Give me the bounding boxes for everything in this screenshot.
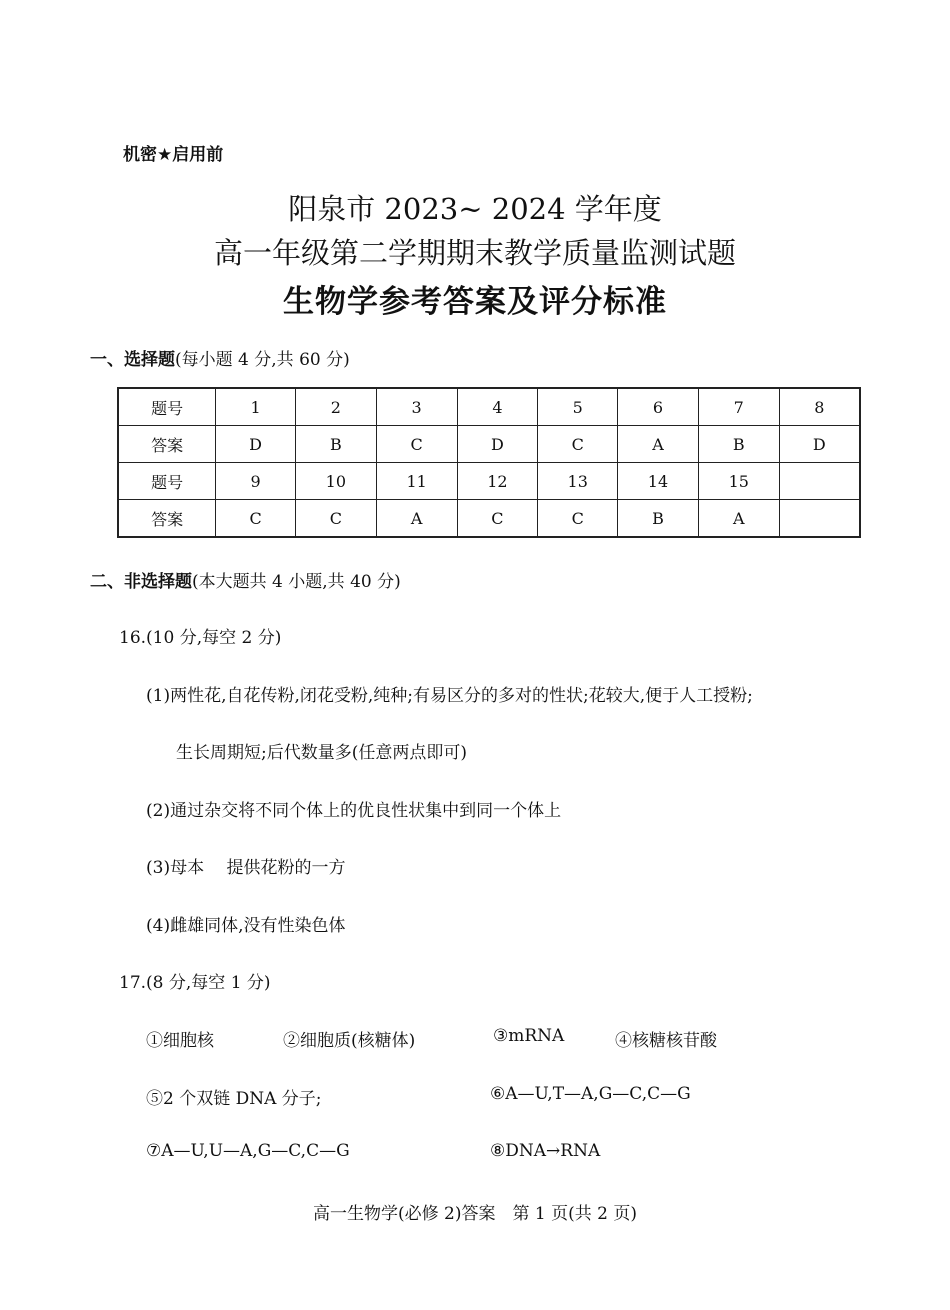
q16-answer-1-line-2: 生长周期短;后代数量多(任意两点即可) (176, 743, 467, 763)
question-16-title: 16.(10 分,每空 2 分) (119, 628, 282, 648)
section-1-note: (每小题 4 分,共 60 分) (175, 350, 350, 370)
title-line-2: 高一年级第二学期期末教学质量监测试题 (213, 236, 736, 270)
table-cell: 2 (295, 388, 376, 426)
q16-answer-3: (3)母本 提供花粉的一方 (146, 858, 346, 878)
table-cell: D (216, 426, 296, 463)
table-cell: C (376, 426, 457, 463)
q17-answer-5: ⑤2 个双链 DNA 分子; (146, 1089, 322, 1109)
table-cell: C (457, 500, 538, 538)
table-cell: 9 (216, 463, 296, 500)
section-1-heading (90, 345, 350, 370)
table-cell: C (538, 426, 618, 463)
table-cell: 8 (779, 388, 860, 426)
q17-answer-1: ①细胞核 (146, 1031, 214, 1051)
table-row (118, 500, 860, 538)
title-line-3: 生物学参考答案及评分标准 (283, 284, 667, 320)
section-2-title: 二、非选择题 (90, 572, 192, 592)
table-cell (779, 500, 860, 538)
table-cell: 13 (538, 463, 618, 500)
answer-table (117, 387, 861, 538)
table-cell: D (457, 426, 538, 463)
table-cell: B (295, 426, 376, 463)
table-cell: 11 (376, 463, 457, 500)
table-cell: A (698, 500, 779, 538)
table-cell: A (618, 426, 699, 463)
table-cell: 7 (698, 388, 779, 426)
question-17-title: 17.(8 分,每空 1 分) (119, 973, 271, 993)
table-cell: 1 (216, 388, 296, 426)
table-cell: 题号 (118, 463, 216, 500)
q16-answer-1-line-1: (1)两性花,自花传粉,闭花受粉,纯种;有易区分的多对的性状;花较大,便于人工授粉; (146, 686, 753, 706)
table-cell: D (779, 426, 860, 463)
q16-answer-4: (4)雌雄同体,没有性染色体 (146, 916, 346, 936)
table-cell: 15 (698, 463, 779, 500)
q17-answer-4: ④核糖核苷酸 (615, 1031, 717, 1051)
section-2-heading (90, 567, 401, 592)
table-cell: C (216, 500, 296, 538)
table-cell: 答案 (118, 426, 216, 463)
page-footer: 高一生物学(必修 2)答案 第 1 页(共 2 页) (313, 1204, 637, 1224)
table-cell: A (376, 500, 457, 538)
table-cell: 题号 (118, 388, 216, 426)
q17-answer-8: ⑧DNA→RNA (490, 1141, 601, 1161)
table-cell: 10 (295, 463, 376, 500)
table-row (118, 463, 860, 500)
table-cell: 答案 (118, 500, 216, 538)
title-line-1: 阳泉市 2023~ 2024 学年度 (288, 192, 662, 226)
table-row (118, 388, 860, 426)
table-cell: B (618, 500, 699, 538)
section-2-note: (本大题共 4 小题,共 40 分) (192, 572, 401, 592)
table-cell: B (698, 426, 779, 463)
q17-answer-6: ⑥A—U,T—A,G—C,C—G (490, 1084, 691, 1104)
confidential-label: 机密★启用前 (123, 145, 224, 165)
section-1-title: 一、选择题 (90, 350, 175, 370)
q17-answer-7: ⑦A—U,U—A,G—C,C—G (146, 1141, 350, 1161)
table-cell: C (295, 500, 376, 538)
q16-answer-2: (2)通过杂交将不同个体上的优良性状集中到同一个体上 (146, 801, 562, 821)
table-cell: 6 (618, 388, 699, 426)
table-cell: C (538, 500, 618, 538)
table-cell: 4 (457, 388, 538, 426)
q17-answer-3: ③mRNA (493, 1026, 565, 1046)
q17-answer-2: ②细胞质(核糖体) (283, 1031, 416, 1051)
table-cell (779, 463, 860, 500)
table-row (118, 426, 860, 463)
table-cell: 5 (538, 388, 618, 426)
table-cell: 12 (457, 463, 538, 500)
table-cell: 3 (376, 388, 457, 426)
table-cell: 14 (618, 463, 699, 500)
